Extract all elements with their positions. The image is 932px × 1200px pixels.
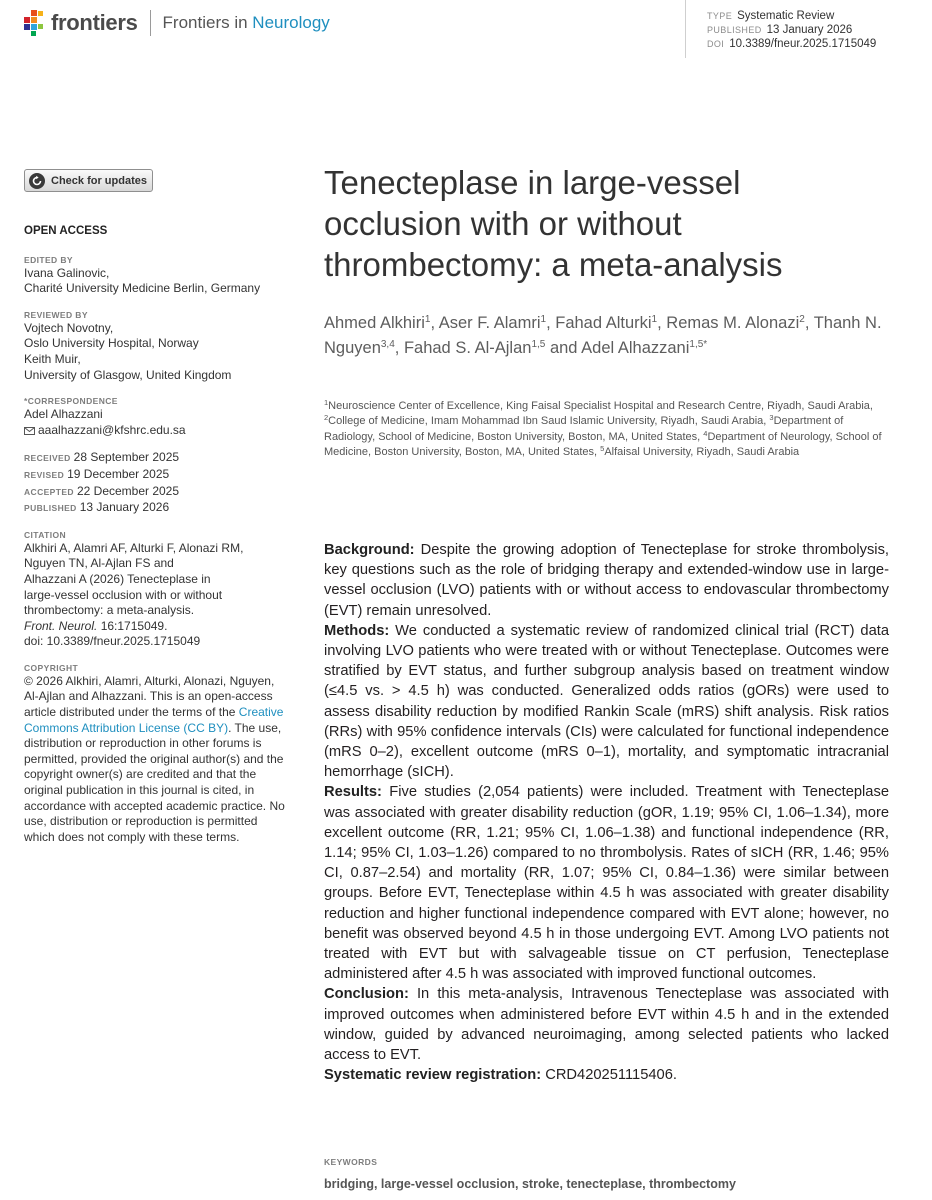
edited-by-label: EDITED BY [24,254,73,265]
abstract-text: We conducted a systematic review of randomized clinical trial (RCT) data involving LVO patients who were treated with or without Tenecteplase. Outcomes were stratified by EVT status, and further subgroup analysis based on treatment window (≤4.5 vs. > 4.5 h) was conducted. Generalized odds ratios (gORs) were used to assess disability reduction by modified Rankin Scale (mRS) shift analysis. Risk ratios (RRs) with 95% confidence intervals (CIs) were calculated for functional independence (mRS 0–2), excellent outcome (mRS 0–1), mortality, and symptomatic intracranial hemorrhage (sICH). [324,622,889,781]
author-name[interactable]: Fahad Alturki [555,314,652,332]
citation-section [24,529,289,650]
author-affiliation-ref: 3,4 [380,339,395,350]
date-received [24,450,289,467]
journal-name-prefix: Frontiers in [162,13,253,32]
abstract-text: In this meta-analysis, Intravenous Tenecteplase was associated with improved outcomes when administered before EVT within 4.5 h and in the extended window, guided by advanced neuroimaging, among selected patients who lacked access to EVT. [324,986,889,1064]
author-name[interactable]: Fahad S. Al-Ajlan [403,339,532,357]
correspondence-section [24,395,289,438]
journal-name-accent: Neurology [252,13,330,32]
copyright-text [24,674,289,846]
author-list: Ahmed Alkhiri$^1$, Aser F. Alamri$^1$, Fahad Alturki$^1$, Remas M. Alonazi$^2$, Thanh N. Nguyen$^{3,4}$, Fahad S. Al-Ajlan$^{1,5}$ and Adel Alhazzani$^{1,5*}$ [324,314,882,357]
refresh-icon [29,173,45,189]
meta-published [707,24,852,36]
affiliation-text: College of Medicine, Imam Mohammad Ibn Saud Islamic University, Riyadh, Saudi Arabia, [328,415,770,428]
date-value: 28 September 2025 [73,450,180,465]
abstract-text: Five studies (2,054 patients) were included. Treatment with Tenecteplase was associated with greater disability reduction (gOR, 1.19; 95% CI, 1.06–1.34), more excellent outcome (RR, 1.21; 95% CI, 1.06–1.38) and functional independence (RR, 1.14; 95% CI, 1.03–1.26) compared to no thrombolysis. Rates of sICH (RR, 1.46; 95% CI, 0.87–2.54) and mortality (RR, 1.07; 95% CI, 0.84–1.36) were similar between groups. Before EVT, Tenecteplase within 4.5 h was associated with greater disability reduction and higher functional independence compared with EVT alone; however, no benefit was observed beyond 4.5 h in those undergoing EVT. Among LVO patients not treated with EVT but with salvageable tissue on CT perfusion, Tenecteplase administered after 4.5 h was associated with improved functional outcomes. [324,784,889,983]
citation-doi[interactable]: doi: 10.3389/fneur.2025.1715049 [24,634,201,649]
date-revised [24,467,289,484]
meta-type [707,10,834,22]
date-label: RECEIVED [24,453,71,464]
copyright-label: COPYRIGHT [24,662,79,673]
edited-by-section [24,254,289,297]
author-affiliation-ref: 1,5* [689,339,708,350]
affiliation-text: Department of Radiology, School of Medicine, Boston University, Boston, MA, United States, [324,415,844,443]
cc-by-license-link[interactable]: Creative Commons Attribution License (CC BY) [24,705,284,735]
correspondence-email[interactable]: aaalhazzani@kfshrc.edu.sa [38,422,186,437]
abstract-results [324,782,889,984]
date-accepted [24,484,289,501]
abstract-registration [324,1065,889,1085]
author-affiliation-ref: 1,5 [531,339,546,350]
article-title: Tenecteplase in large-vessel occlusion with or without thrombectomy: a meta-analysis [324,164,783,283]
author-name[interactable]: Remas M. Alonazi [666,314,800,332]
correspondence-email-row[interactable] [24,423,289,439]
reviewer-affiliation: Oslo University Hospital, Norway [24,336,199,351]
date-value: 19 December 2025 [67,466,170,481]
frontiers-logo-icon [22,10,48,36]
abstract-methods [324,621,889,783]
abstract-text: Despite the growing adoption of Tenecteplase for stroke thrombolysis, key questions such as the role of bridging therapy and extended-window use in large-vessel occlusion (LVO) patients with or without access to endovascular thrombectomy (EVT) remain unresolved. [324,542,889,619]
abstract-background [324,540,889,621]
date-label: PUBLISHED [24,503,77,514]
citation-line: Nguyen TN, Al-Ajlan FS and [24,556,174,571]
dates-section [24,450,289,516]
citation-line: large-vessel occlusion with or without [24,587,223,602]
citation-journal: Front. Neurol. [24,618,98,633]
copyright-section [24,662,289,846]
editor-name: Ivana Galinovic, [24,265,110,280]
abstract-heading: Background: [324,542,415,558]
logo-divider [150,10,151,36]
abstract-heading: Systematic review registration: [324,1067,542,1084]
citation-journal-line [24,619,289,635]
author-affiliation-ref: 1 [651,314,658,325]
author-name[interactable]: Aser F. Alamri [438,314,541,332]
date-label: REVISED [24,469,65,480]
meta-published-label: PUBLISHED [707,25,762,35]
affiliation-number: 3 [769,413,774,423]
date-value: 22 December 2025 [76,483,180,498]
check-for-updates-button[interactable] [24,169,153,192]
meta-type-label: TYPE [707,11,733,21]
check-for-updates-label: Check for updates [51,174,147,187]
journal-name[interactable] [163,13,330,33]
citation-line: Alhazzani A (2026) Tenecteplase in [24,571,211,586]
affiliation-text: Alfaisal University, Riyadh, Saudi Arabia [604,446,800,459]
affiliation-number: 5 [600,444,605,454]
reviewer-name: Keith Muir, [24,351,81,366]
publisher-name: frontiers [51,10,138,35]
meta-doi-label: DOI [707,39,725,49]
reviewed-by-label: REVIEWED BY [24,309,88,320]
editor-affiliation: Charité University Medicine Berlin, Germany [24,281,261,296]
citation-volume: 16:1715049. [97,618,168,633]
author-affiliation-ref: 2 [799,314,805,325]
date-value: 13 January 2026 [79,500,170,515]
affiliation-number: 4 [703,428,708,438]
affiliation-text: Department of Neurology, School of Medicine, Boston University, Boston, MA, United States, [324,430,882,459]
copyright-text-part1: © 2026 Alkhiri, Alamri, Alturki, Alonazi, Nguyen, Al-Ajlan and Alhazzani. This is an open-access article distributed under the terms of the [24,673,275,720]
frontiers-logo[interactable] [22,10,330,36]
affiliation-number: 1 [324,398,329,407]
affiliation-number: 2 [324,413,329,423]
meta-doi-value[interactable]: 10.3389/fneur.2025.1715049 [729,38,877,50]
author-name[interactable]: Ahmed Alkhiri [324,314,425,332]
affiliations [324,399,884,461]
abstract [324,540,889,1085]
copyright-text-part2: . The use, distribution or reproduction in other forums is permitted, provided the original author(s) and the copyright owner(s) are credited and that the original publication in this journal is cited, in accordance with accepted academic practice. No use, distribution or reproduction is permitted which does not comply with these terms. [24,720,285,844]
abstract-heading: Results: [324,784,382,801]
abstract-heading: Conclusion: [324,986,409,1003]
article-sidebar [24,224,289,857]
reviewed-by-section [24,309,289,383]
correspondence-name: Adel Alhazzani [24,407,103,422]
citation-label: CITATION [24,529,67,540]
citation-line: Alkhiri A, Alamri AF, Alturki F, Alonazi RM, [24,540,244,555]
abstract-conclusion [324,984,889,1065]
affiliation-text: Neuroscience Center of Excellence, King Faisal Specialist Hospital and Research Centre, Riyadh, Saudi Arabia, [328,400,873,412]
author-name[interactable]: Adel Alhazzani [581,339,690,357]
meta-type-value: Systematic Review [737,10,835,22]
author-affiliation-ref: 1 [540,314,547,325]
date-published [24,500,289,517]
author-name[interactable]: Thanh N. Nguyen [324,314,882,357]
open-access-label: OPEN ACCESS [24,225,108,237]
citation-line: thrombectomy: a meta-analysis. [24,603,195,618]
correspondence-label: *CORRESPONDENCE [24,396,118,407]
meta-doi [707,38,876,50]
abstract-heading: Methods: [324,622,390,639]
reviewer-affiliation: University of Glasgow, United Kingdom [24,367,232,382]
mail-icon [24,427,35,435]
meta-published-value: 13 January 2026 [766,24,853,36]
registration-id: CRD420251115406. [541,1067,677,1084]
author-affiliation-ref: 1 [424,314,431,325]
article-meta [685,0,932,58]
keywords-label: KEYWORDS [324,1157,378,1167]
reviewer-name: Vojtech Novotny, [24,320,114,335]
keywords: bridging, large-vessel occlusion, stroke, tenecteplase, thrombectomy [324,1177,736,1191]
date-label: ACCEPTED [24,486,74,497]
